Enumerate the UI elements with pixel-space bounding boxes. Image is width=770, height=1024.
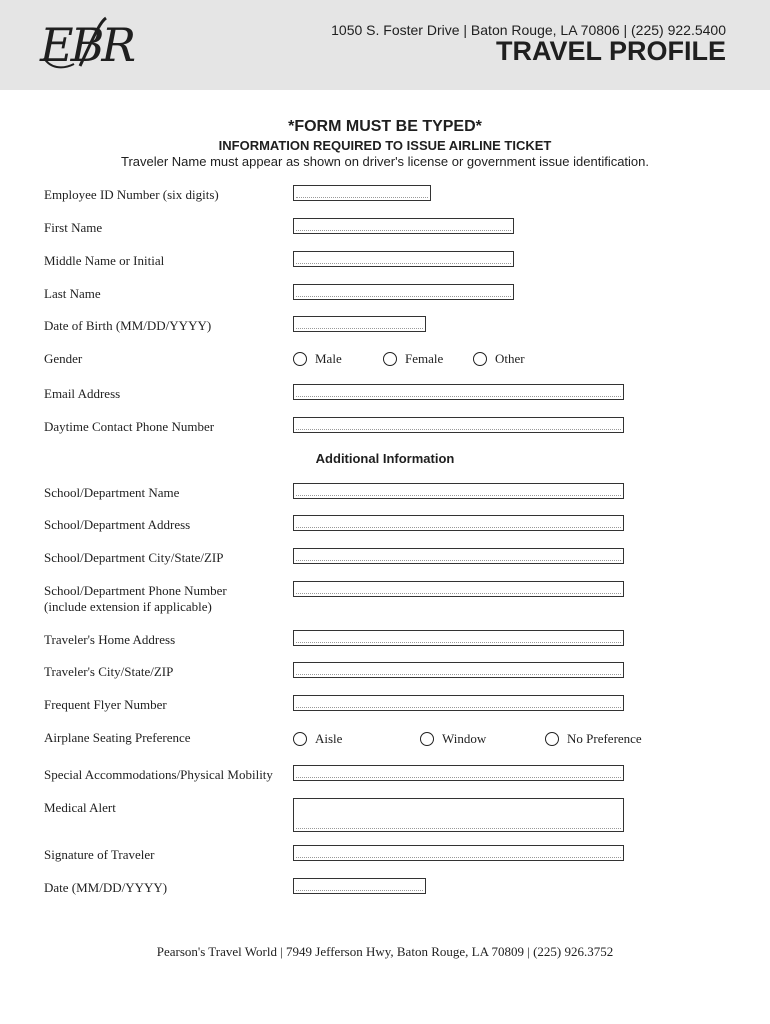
frequent-flyer-field[interactable] (293, 695, 624, 711)
logo-wordmark: EBR (40, 18, 134, 72)
page-title: TRAVEL PROFILE (495, 36, 726, 66)
radio-window[interactable] (420, 732, 434, 746)
last-name-label: Last Name (44, 286, 101, 301)
radio-male[interactable] (293, 352, 307, 366)
signature-field[interactable] (293, 845, 624, 861)
middle-name-label: Middle Name or Initial (44, 253, 165, 268)
phone-label: Daytime Contact Phone Number (44, 419, 215, 434)
email-label: Email Address (44, 386, 121, 401)
school-address-field[interactable] (293, 515, 624, 531)
school-phone-field[interactable] (293, 581, 624, 597)
gender-label: Gender (44, 351, 83, 366)
radio-label-female: Female (405, 351, 444, 366)
seating-option-window[interactable] (420, 731, 486, 747)
ebr-logo (40, 14, 150, 76)
radio-other[interactable] (473, 352, 487, 366)
accommodations-field[interactable] (293, 765, 624, 781)
date-label: Date (MM/DD/YYYY) (44, 880, 168, 895)
seating-option-no-preference[interactable] (545, 731, 642, 747)
header-address: 1050 S. Foster Drive | Baton Rouge, LA 70806 | (225) 922.5400 (331, 22, 726, 38)
date-field[interactable] (293, 878, 426, 894)
home-city-field[interactable] (293, 662, 624, 678)
seating-label: Airplane Seating Preference (44, 730, 191, 745)
medical-alert-label: Medical Alert (44, 800, 116, 815)
radio-no-preference[interactable] (545, 732, 559, 746)
first-name-field[interactable] (293, 218, 514, 234)
accommodations-label: Special Accommodations/Physical Mobility (44, 767, 273, 782)
gender-option-female[interactable] (383, 351, 443, 367)
dob-field[interactable] (293, 316, 426, 332)
additional-info-heading: Additional Information (315, 451, 455, 466)
radio-female[interactable] (383, 352, 397, 366)
school-city-field[interactable] (293, 548, 624, 564)
required-info-notice: INFORMATION REQUIRED TO ISSUE AIRLINE TICKET (218, 138, 552, 153)
phone-field[interactable] (293, 417, 624, 433)
school-phone-label: School/Department Phone Number (44, 583, 227, 598)
radio-label-aisle: Aisle (315, 731, 343, 746)
gender-option-male[interactable] (293, 351, 342, 367)
email-field[interactable] (293, 384, 624, 400)
medical-alert-field[interactable] (293, 798, 624, 832)
dob-label: Date of Birth (MM/DD/YYYY) (44, 318, 212, 333)
school-city-label: School/Department City/State/ZIP (44, 550, 224, 565)
school-phone-sublabel: (include extension if applicable) (44, 599, 212, 614)
first-name-label: First Name (44, 220, 103, 235)
home-city-label: Traveler's City/State/ZIP (44, 664, 174, 679)
radio-label-other: Other (495, 351, 525, 366)
school-name-label: School/Department Name (44, 485, 180, 500)
middle-name-field[interactable] (293, 251, 514, 267)
radio-label-male: Male (315, 351, 342, 366)
school-name-field[interactable] (293, 483, 624, 499)
footer-agency: Pearson's Travel World | 7949 Jefferson Hwy, Baton Rouge, LA 70809 | (225) 926.3752 (156, 944, 614, 959)
signature-label: Signature of Traveler (44, 847, 155, 862)
employee-id-label: Employee ID Number (six digits) (44, 187, 219, 202)
gender-option-other[interactable] (473, 351, 525, 367)
radio-label-no-preference: No Preference (567, 731, 642, 746)
employee-id-field[interactable] (293, 185, 431, 201)
radio-label-window: Window (442, 731, 487, 746)
seating-option-aisle[interactable] (293, 731, 342, 747)
frequent-flyer-label: Frequent Flyer Number (44, 697, 167, 712)
school-address-label: School/Department Address (44, 517, 191, 532)
form-typed-notice: *FORM MUST BE TYPED* (288, 118, 482, 135)
name-note: Traveler Name must appear as shown on driver's license or government issue identification. (120, 154, 650, 169)
home-address-label: Traveler's Home Address (44, 632, 176, 647)
home-address-field[interactable] (293, 630, 624, 646)
radio-aisle[interactable] (293, 732, 307, 746)
last-name-field[interactable] (293, 284, 514, 300)
